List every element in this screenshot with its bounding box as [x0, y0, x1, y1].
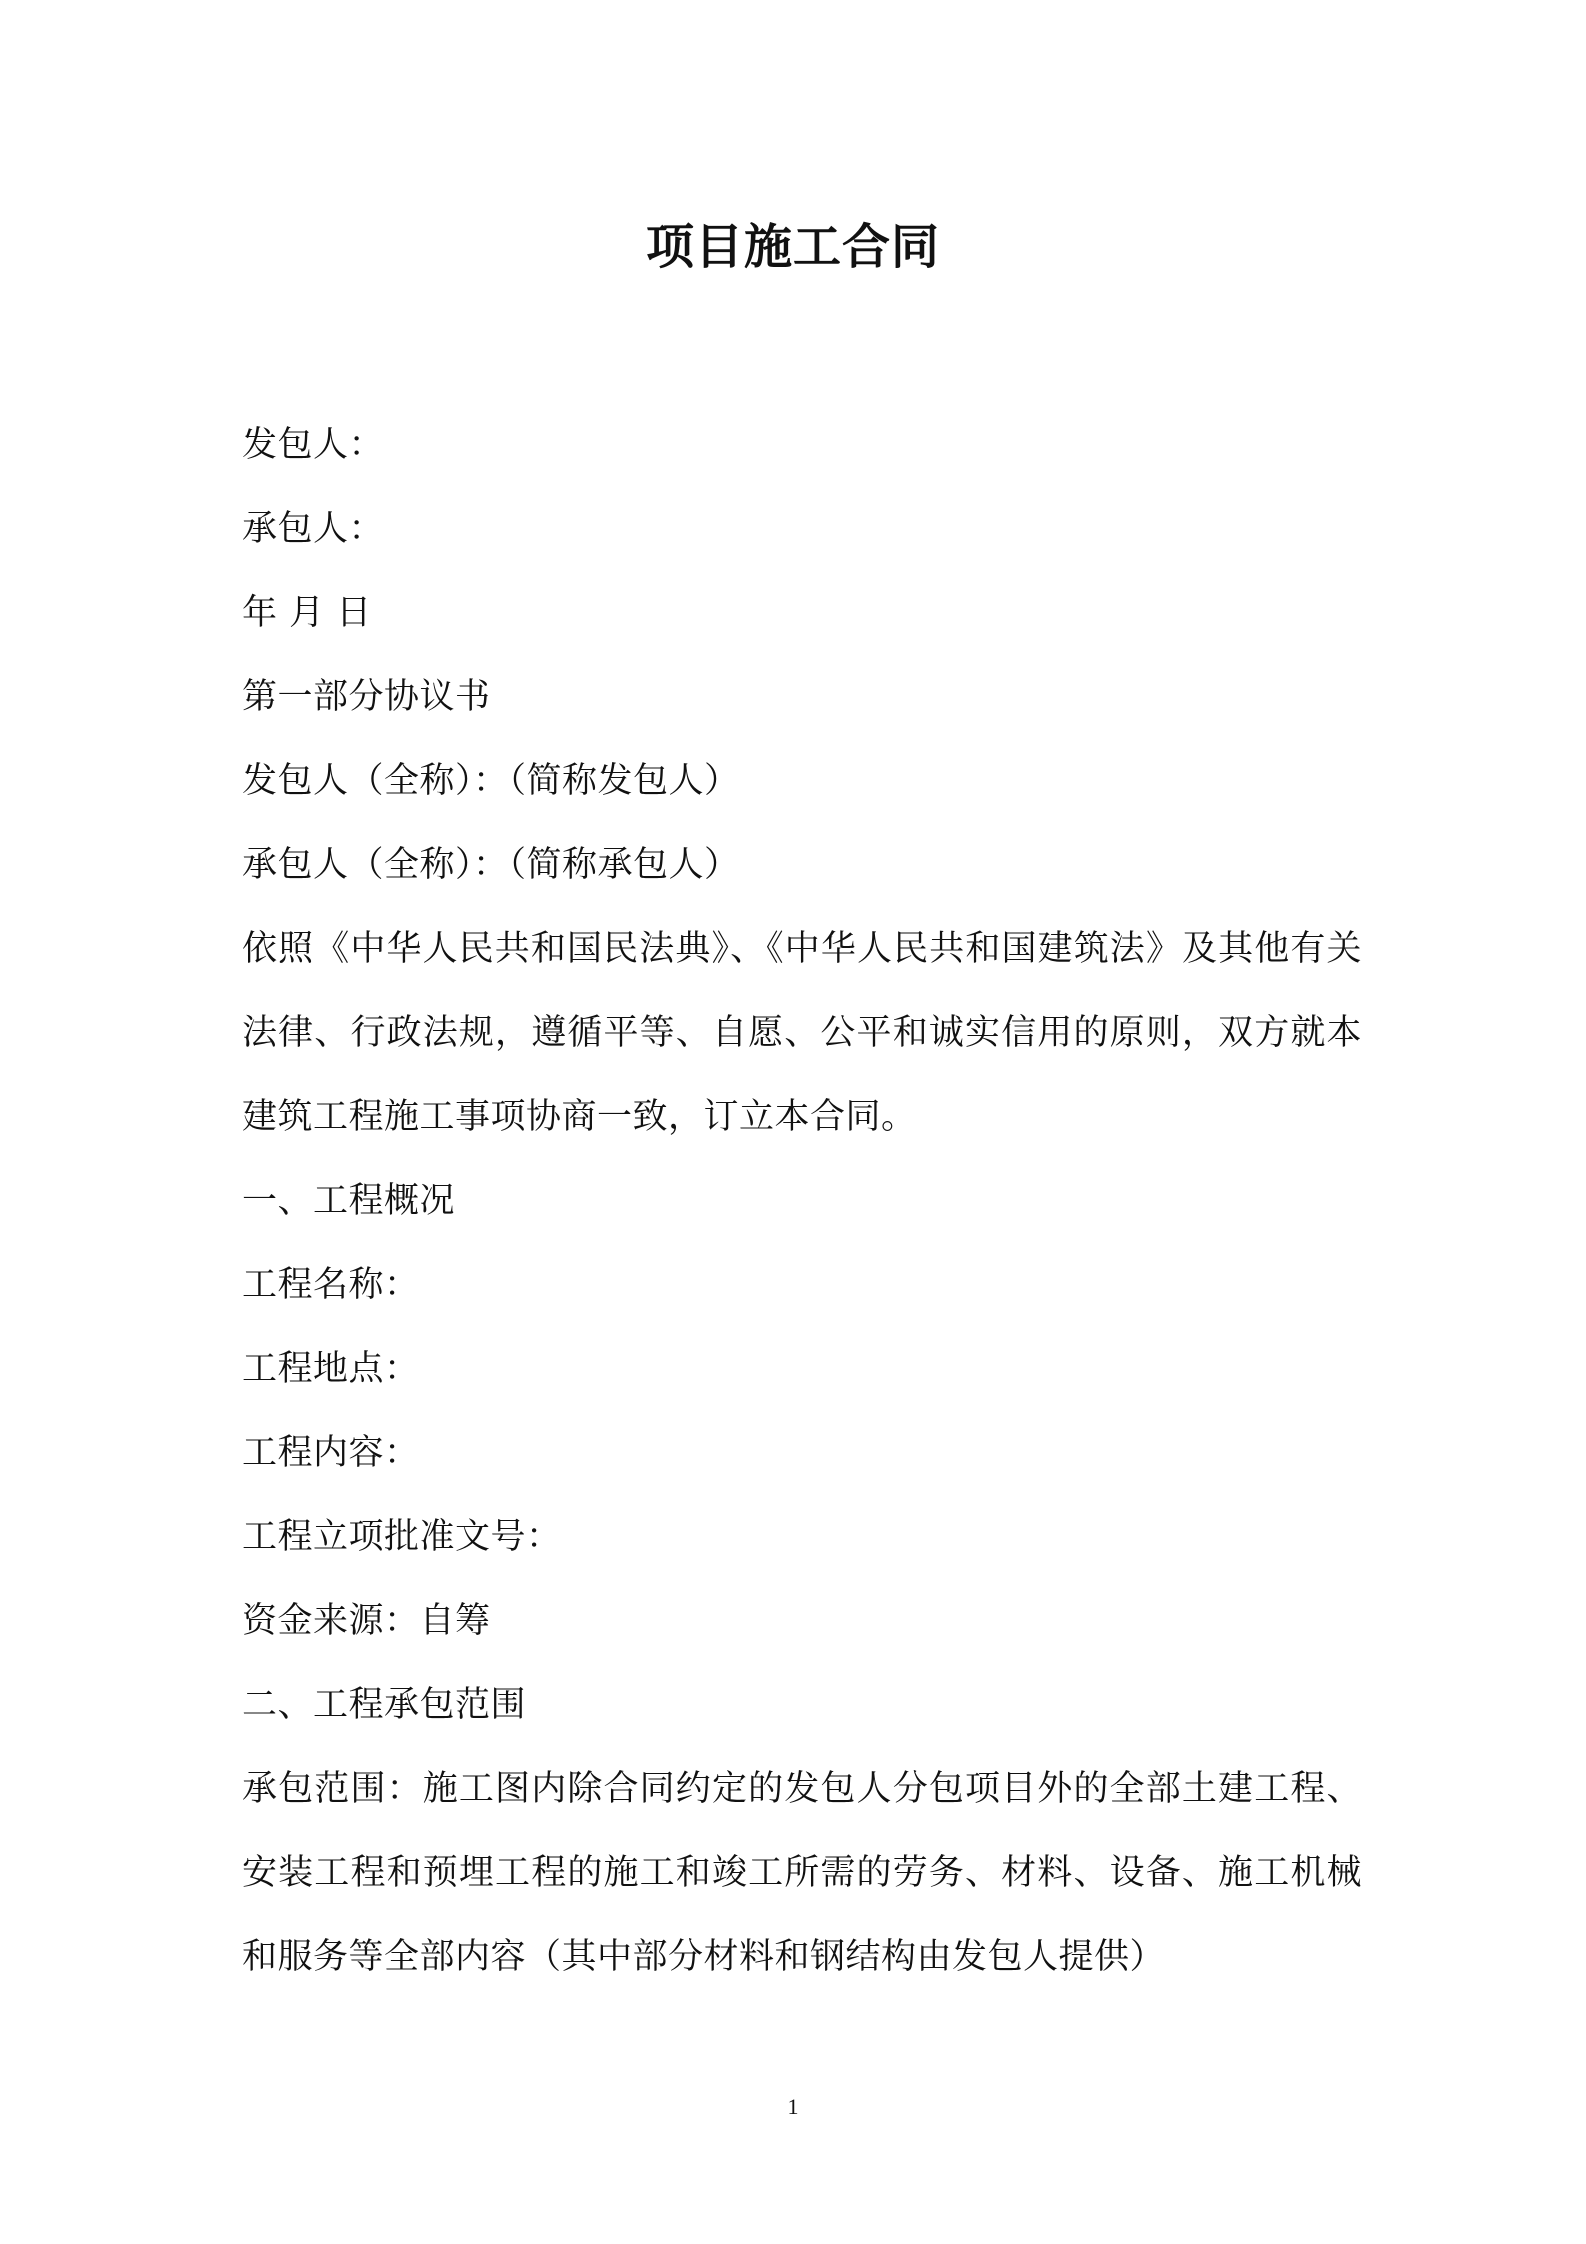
project-name-line: 工程名称： [242, 1265, 420, 1305]
document-title: 项目施工合同 [645, 219, 940, 275]
part-one-heading: 第一部分协议书 [242, 677, 491, 717]
section-two-heading: 二、工程承包范围 [242, 1685, 527, 1725]
page-number: 1 [787, 2094, 799, 2119]
preamble-paragraph: 依照《中华人民共和国民法典》、《中华人民共和国建筑法》及其他有关法律、行政法规，遵循平等、自愿、公平和诚实信用的原则，双方就本建筑工程施工事项协商一致，订立本合同。 [242, 929, 1362, 1137]
project-content-line: 工程内容： [242, 1433, 420, 1473]
employer-line: 发包人： [242, 425, 385, 465]
contractor-line: 承包人： [242, 509, 385, 549]
section-one-heading: 一、工程概况 [242, 1181, 456, 1221]
employer-full-name-line: 发包人（全称）：（简称发包人） [242, 761, 740, 801]
scope-paragraph: 承包范围：施工图内除合同约定的发包人分包项目外的全部土建工程、安装工程和预埋工程的施工和竣工所需的劳务、材料、设备、施工机械和服务等全部内容（其中部分材料和钢结构由发包人提供） [242, 1769, 1362, 1977]
date-line: 年 月 日 [242, 593, 372, 633]
approval-number-line: 工程立项批准文号： [242, 1517, 562, 1557]
funding-source-line: 资金来源：自筹 [242, 1601, 491, 1641]
document-body [242, 403, 1362, 1999]
contractor-full-name-line: 承包人（全称）：（简称承包人） [242, 845, 740, 885]
project-location-line: 工程地点： [242, 1349, 420, 1389]
